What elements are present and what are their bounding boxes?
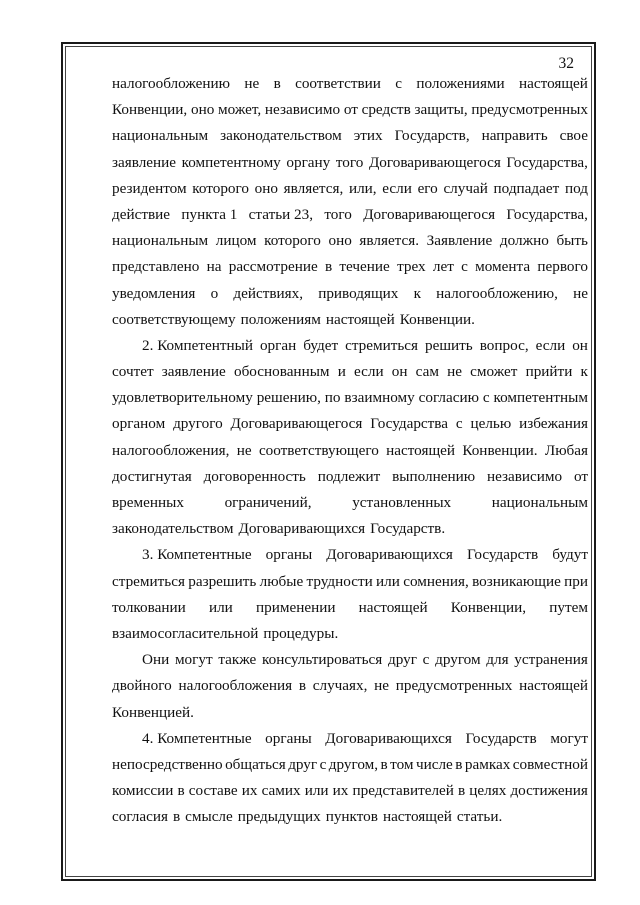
text-line <box>112 490 588 516</box>
word: составе <box>188 782 238 800</box>
word: подпадает <box>493 179 560 197</box>
word: комиссии <box>112 782 174 800</box>
word: о <box>210 284 219 302</box>
text-line <box>112 202 588 228</box>
word: орган <box>259 336 297 354</box>
word: другом, <box>328 755 379 773</box>
word: лицом <box>215 232 257 250</box>
text-line <box>112 700 588 726</box>
word: независимо <box>264 101 341 119</box>
word: Государства, <box>506 153 588 171</box>
word: налогообложению <box>112 75 230 92</box>
text-line <box>112 281 588 307</box>
word: если <box>382 179 412 197</box>
word: Конвенции, <box>112 101 188 119</box>
word: предусмотренных <box>471 101 588 119</box>
word: в <box>298 677 306 695</box>
word: с <box>461 258 468 276</box>
word: совместной <box>512 755 588 773</box>
word: по <box>324 389 341 407</box>
word: настоящей <box>519 677 588 695</box>
word: органы <box>265 546 313 564</box>
word: сочтет <box>112 363 154 381</box>
word: случай <box>443 179 488 197</box>
word: положениям <box>240 310 321 328</box>
text-line <box>112 307 588 333</box>
word: рассмотрение <box>228 258 318 276</box>
word: 3. Компетентные <box>142 546 252 564</box>
word: не <box>244 75 260 92</box>
word: оно <box>254 179 278 197</box>
word: 4. Компетентные <box>142 729 252 747</box>
word: законодательством <box>112 520 234 538</box>
word: на <box>206 258 222 276</box>
word: Государств. <box>370 520 446 538</box>
word: в <box>458 782 466 800</box>
word: или, <box>348 179 377 197</box>
word: согласию <box>418 389 479 407</box>
word: он <box>572 336 588 354</box>
word: Заявление <box>426 232 493 250</box>
word: взаимному <box>344 389 415 407</box>
text-line <box>112 123 588 149</box>
word: случаях, <box>312 677 368 695</box>
word: Конвенции, <box>450 598 527 616</box>
page-number: 32 <box>558 55 574 72</box>
word: достигнутая <box>112 467 192 485</box>
word: национальным <box>491 494 588 511</box>
word: соответствующего <box>258 441 379 459</box>
word: их <box>241 782 258 800</box>
paragraph <box>112 71 588 333</box>
word: может, <box>218 101 262 119</box>
word: которого <box>192 179 249 197</box>
word: Договаривающегося <box>230 415 363 433</box>
word: временных <box>112 494 184 511</box>
word: соответствии <box>295 75 381 92</box>
word: его <box>417 179 438 197</box>
word: защиты, <box>414 101 468 119</box>
word: Конвенции. <box>462 441 538 459</box>
word: Договаривающегося <box>363 205 496 223</box>
word: налогообложению, <box>436 284 558 302</box>
word: он <box>391 363 408 381</box>
word: избежания <box>519 415 588 433</box>
word: оно <box>328 232 352 250</box>
word: средств <box>361 101 411 119</box>
word: не <box>374 677 390 695</box>
word: для <box>486 651 509 669</box>
word: быть <box>556 232 588 250</box>
word: Государств <box>466 546 539 564</box>
text-line <box>112 254 588 280</box>
word: будет <box>303 336 339 354</box>
word: сам <box>415 363 439 381</box>
word: стремиться <box>345 336 419 354</box>
word: обоснованным <box>233 363 330 381</box>
word: могут <box>550 729 588 747</box>
word: настоящей <box>382 808 452 826</box>
word: налогообложения, <box>112 441 230 459</box>
document-body-text <box>112 71 588 830</box>
word: также <box>218 651 257 669</box>
text-line <box>112 804 588 830</box>
word: или <box>304 782 329 800</box>
word: если <box>535 336 566 354</box>
word: Конвенцией. <box>112 703 194 721</box>
word: настоящей <box>358 598 428 616</box>
word: выполнению <box>392 467 476 485</box>
word: подлежит <box>317 467 381 485</box>
word: с <box>422 651 430 669</box>
text-line <box>112 385 588 411</box>
word: Государства <box>370 415 449 433</box>
word: установленных <box>352 494 452 511</box>
paragraph <box>112 542 588 647</box>
word: целью <box>470 415 512 433</box>
word: от <box>343 101 358 119</box>
word: момента <box>475 258 531 276</box>
word: пунктов <box>325 808 378 826</box>
word: предусмотренных <box>395 677 513 695</box>
word: двойного <box>112 677 172 695</box>
text-line <box>112 411 588 437</box>
word: компетентному <box>181 153 281 171</box>
word: Государств <box>465 729 537 747</box>
word: числе <box>415 755 453 773</box>
word: должно <box>499 232 549 250</box>
word: приводящих <box>318 284 399 302</box>
word: решить <box>425 336 473 354</box>
word: Договаривающегося <box>368 153 501 171</box>
text-line <box>112 176 588 202</box>
text-line <box>112 752 588 778</box>
word: рамках <box>464 755 511 773</box>
word: при <box>564 572 588 590</box>
text-line <box>112 569 588 595</box>
word: друг <box>388 651 417 669</box>
word: представителей <box>352 782 454 800</box>
text-line <box>112 97 588 123</box>
word: самих <box>261 782 301 800</box>
word: в <box>455 755 463 773</box>
word: является, <box>283 179 344 197</box>
word: Любая <box>544 441 588 459</box>
word: в <box>324 258 333 276</box>
word: первого <box>537 258 588 276</box>
word: удовлетворительному <box>112 389 253 407</box>
text-line <box>112 647 588 673</box>
word: настоящей <box>386 441 456 459</box>
word: Государств, <box>394 127 470 145</box>
word: взаимосогласительной <box>112 624 259 642</box>
paragraph <box>112 647 588 726</box>
word: статьи 23, <box>248 205 314 223</box>
word: с <box>482 389 490 407</box>
word: под <box>564 179 588 197</box>
word: органу <box>286 153 331 171</box>
word: соответствующему <box>112 310 236 328</box>
word: в <box>273 75 281 92</box>
word: представлено <box>112 258 200 276</box>
word: не <box>447 363 462 381</box>
text-line <box>112 673 588 699</box>
word: сомнения, <box>403 572 469 590</box>
word: решению, <box>256 389 321 407</box>
word: пункта 1 <box>181 205 238 223</box>
word: предыдущих <box>237 808 321 826</box>
word: другого <box>173 415 223 433</box>
word: Договаривающихся <box>325 729 452 747</box>
word: и <box>337 363 346 381</box>
word: друг <box>288 755 318 773</box>
word: заявление <box>112 153 177 171</box>
word: того <box>324 205 352 223</box>
word: оно <box>190 101 215 119</box>
word: с <box>395 75 402 92</box>
word: от <box>573 467 588 485</box>
word: органом <box>112 415 166 433</box>
word: не <box>236 441 252 459</box>
word: вопрос, <box>479 336 529 354</box>
word: если <box>354 363 384 381</box>
word: уведомления <box>112 284 196 302</box>
word: настоящей <box>519 75 588 92</box>
word: направить <box>481 127 548 145</box>
text-line <box>112 333 588 359</box>
word: которого <box>264 232 321 250</box>
word: другом <box>435 651 481 669</box>
text-line <box>112 542 588 568</box>
word: не <box>573 284 588 302</box>
word: том <box>390 755 414 773</box>
word: могут <box>174 651 213 669</box>
text-line <box>112 71 588 97</box>
word: согласия <box>112 808 168 826</box>
word: разрешить <box>188 572 257 590</box>
text-line <box>112 621 588 647</box>
word: того <box>335 153 364 171</box>
word: возникающие <box>472 572 561 590</box>
word: резидентом <box>112 179 187 197</box>
word: достижения <box>510 782 588 800</box>
word: является. <box>359 232 420 250</box>
word: Они <box>142 651 170 669</box>
word: или <box>208 598 233 616</box>
word: Конвенции. <box>399 310 475 328</box>
word: действиях, <box>233 284 304 302</box>
word: статьи. <box>456 808 503 826</box>
word: или <box>376 572 400 590</box>
word: смысле <box>185 808 233 826</box>
word: 2. Компетентный <box>142 336 253 354</box>
word: будут <box>552 546 588 564</box>
word: Договаривающихся <box>326 546 453 564</box>
word: общаться <box>225 755 286 773</box>
word: любые <box>259 572 304 590</box>
word: в <box>380 755 388 773</box>
word: национальным <box>112 127 209 145</box>
word: заявление <box>161 363 226 381</box>
paragraph <box>112 333 588 543</box>
text-line <box>112 726 588 752</box>
text-line <box>112 595 588 621</box>
word: процедуры. <box>263 624 339 642</box>
text-line <box>112 778 588 804</box>
word: ограничений, <box>224 494 312 511</box>
word: прийти <box>525 363 573 381</box>
word: течение <box>339 258 390 276</box>
word: Договаривающихся <box>238 520 366 538</box>
text-line <box>112 150 588 176</box>
word: консультироваться <box>262 651 383 669</box>
text-line <box>112 464 588 490</box>
word: непосредственно <box>112 755 223 773</box>
word: их <box>332 782 349 800</box>
word: стремиться <box>112 572 185 590</box>
paragraph <box>112 726 588 831</box>
word: независимо <box>486 467 563 485</box>
word: устранения <box>514 651 588 669</box>
word: с <box>455 415 463 433</box>
word: положениями <box>416 75 505 92</box>
word: действие <box>112 205 171 223</box>
word: в <box>172 808 181 826</box>
word: применении <box>256 598 336 616</box>
word: с <box>319 755 327 773</box>
word: национальным <box>112 232 209 250</box>
word: в <box>177 782 185 800</box>
text-line <box>112 438 588 464</box>
word: органы <box>265 729 312 747</box>
word: этих <box>353 127 383 145</box>
word: законодательством <box>220 127 342 145</box>
word: к <box>413 284 421 302</box>
word: налогообложения <box>178 677 293 695</box>
word: трех <box>397 258 426 276</box>
word: компетентным <box>493 389 588 407</box>
word: к <box>580 363 588 381</box>
word: свое <box>559 127 588 145</box>
text-line <box>112 359 588 385</box>
word: лет <box>432 258 454 276</box>
word: настоящей <box>325 310 395 328</box>
word: договоренность <box>203 467 306 485</box>
text-line <box>112 516 588 542</box>
word: трудности <box>306 572 373 590</box>
word: Государства, <box>506 205 588 223</box>
word: целях <box>469 782 507 800</box>
word: толковании <box>112 598 186 616</box>
text-line <box>112 228 588 254</box>
word: сможет <box>470 363 518 381</box>
word: путем <box>549 598 588 616</box>
